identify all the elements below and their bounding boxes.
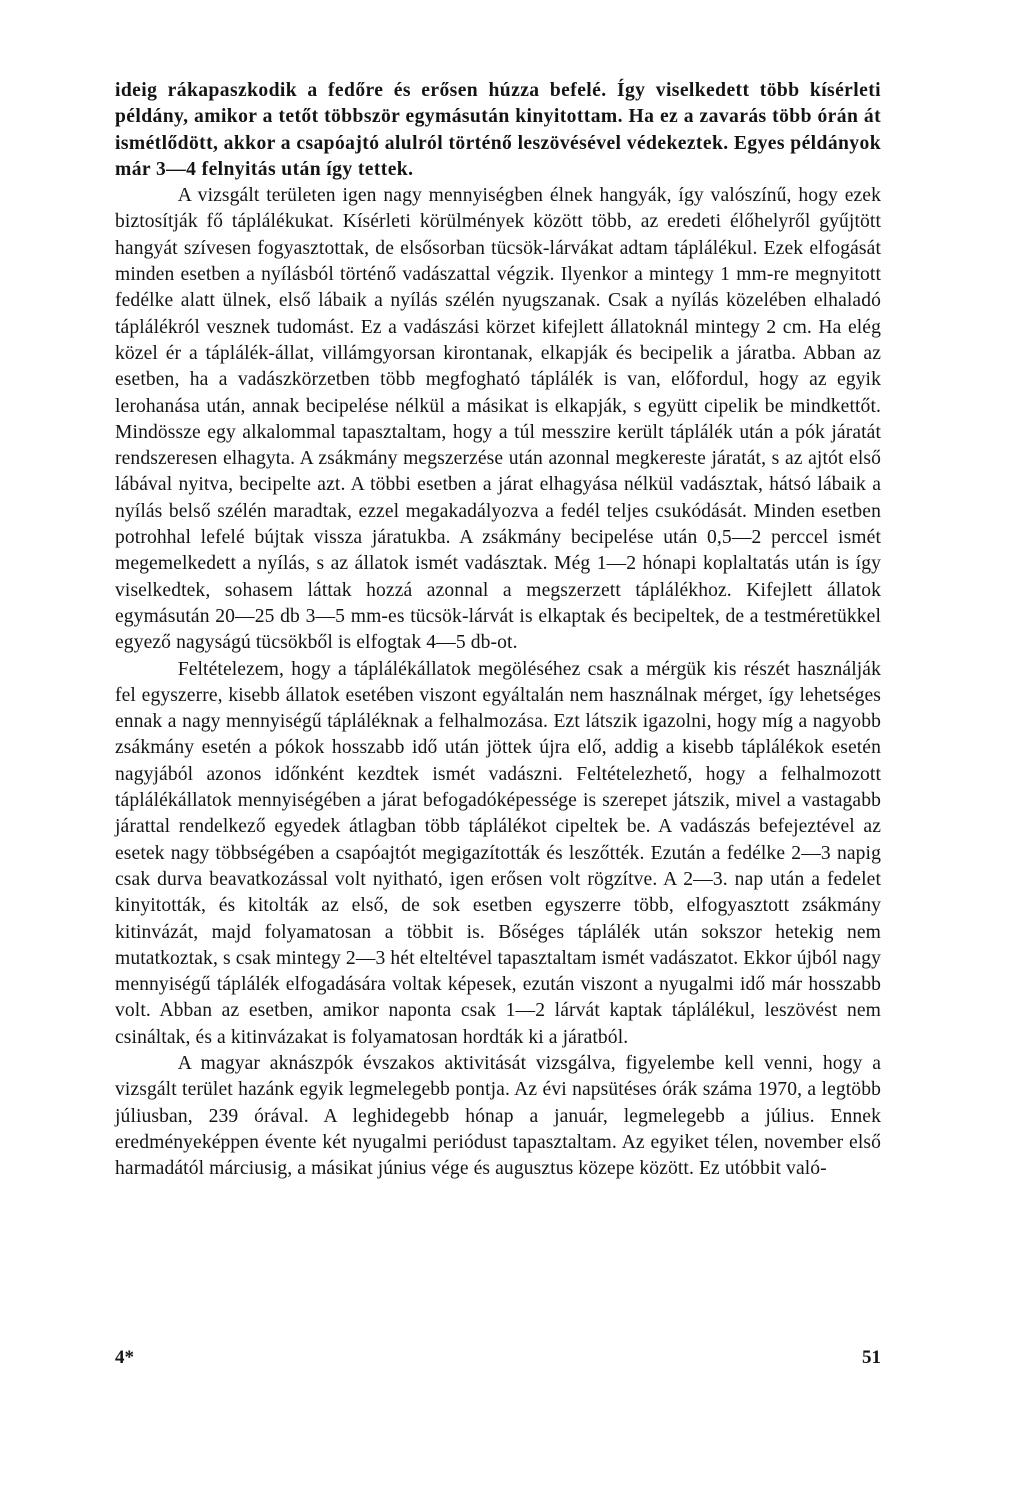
paragraph-4: A magyar aknászpók évszakos aktivitását vizsgálva, figyelembe kell venni, hogy a vizsgált terület hazánk egyik legmelegebb pontja. Az évi napsütéses órák száma 1970, a legtöbb júliusban, 239 órával. A leghidegebb hónap a január, legmelegebb a július. Ennek eredményeképpen évente két nyugalmi periódust tapasztaltam. Az egyiket télen, november első harmadától márciusig, a másikat június vége és augusztus közepe között. Ez utóbbit való- — [115, 1052, 881, 1180]
paragraph-2: A vizsgált területen igen nagy mennyiségben élnek hangyák, így valószínű, hogy ezek biztosítják fő táplálékukat. Kísérleti körülmények között több, az eredeti élőhelyről gyűjtött hangyát szívesen fogyasztottak, de elsősorban tücsök-lárvákat adtam táplálékul. Ezek elfogását minden esetben a nyílásból történő vadászattal végzik. Ilyenkor a mintegy 1 mm-re megnyitott fedélke alatt ülnek, első lábaik a nyílás szélén nyugszanak. Csak a nyílás közelében elhaladó táplálékról vesznek tudomást. Ez a vadászási körzet kifejlett állatoknál mintegy 2 cm. Ha elég közel ér a táplálék-állat, villámgyorsan kirontanak, elkapják és becipelik a járatba. Abban az esetben, ha a vadászkörzetben több megfogható táplálék is van, előfordul, hogy az egyik lerohanása után, annak becipelése nélkül a másikat is elkapják, s együtt cipelik be mindkettőt. Mindössze egy alkalommal tapasztaltam, hogy a túl messzire került táplálék után a pók járatát rendszeresen elhagyta. A zsákmány megszerzése után azonnal megkereste járatát, s az ajtót első lábával nyitva, becipelte azt. A többi esetben a járat elhagyása nélkül vadásztak, hátsó lábaik a nyílás belső szélén maradtak, ezzel megakadályozva a fedél teljes csukódását. Minden esetben potrohhal lefelé bújtak vissza járatukba. A zsákmány becipelése után 0,5—2 perccel ismét megemelkedett a nyílás, s az állatok ismét vadásztak. Még 1—2 hónapi koplaltatás után is így viselkedtek, sohasem láttak hozzá azonnal a megszerzett táplálékhoz. Kifejlett állatok egymásután 20—25 db 3—5 mm-es tücsök-lárvát is elkaptak és becipeltek, de a testméretükkel egyező nagyságú tücsökből is elfogtak 4—5 db-ot. — [115, 185, 881, 654]
signature-mark: 4* — [115, 1347, 134, 1368]
page-number: 51 — [862, 1347, 881, 1368]
paragraph-3: Feltételezem, hogy a táplálékállatok megöléséhez csak a mérgük kis részét használják fel egyszerre, kisebb állatok esetében viszont egyáltalán nem használnak mérget, így lehetséges ennak a nagy mennyiségű tápláléknak a felhalmozása. Ezt látszik igazolni, hogy míg a nagyobb zsákmány esetén a pókok hosszabb idő után jöttek újra elő, addig a kisebb táplálékok esetén nagyjából azonos időnként kezdtek ismét vadászni. Feltételezhető, hogy a felhalmozott táplálékállatok mennyiségében a járat befogadóképessége is szerepet játszik, mivel a vastagabb járattal rendelkező egyedek átlagban több táplálékot cipeltek be. A vadászás befejeztével az esetek nagy többségében a csapóajtót megigazították és leszőtték. Ezután a fedélke 2—3 napig csak durva beavatkozással volt nyitható, igen erősen volt rögzítve. A 2—3. nap után a fedelet kinyitották, és kitolták az első, de sok esetben egyszerre több, elfogyasztott zsákmány kitinvázát, majd folyamatosan a többit is. Bőséges táplálék után sokszor hetekig nem mutatkoztak, s csak mintegy 2—3 hét elteltével tapasztaltam ismét vadászatot. Ekkor újból nagy mennyiségű táplálék elfogadására voltak képesek, ezután viszont a nyugalmi idő már hosszabb volt. Abban az esetben, amikor naponta csak 1—2 lárvát kaptak táplálékul, leszövést nem csináltak, és a kitinvázakat is folyamatosan hordták ki a járatból. — [115, 658, 881, 1048]
page-body — [115, 78, 881, 1182]
paragraph-1: ideig rákapaszkodik a fedőre és erősen húzza befelé. Így viselkedett több kísérleti példány, amikor a tetőt többször egymásután kinyitottam. Ha ez a zavarás több órán át ismétlődött, akkor a csapóajtó alulról történő leszövésével védekeztek. Egyes példányok már 3—4 felnyitás után így tettek. — [115, 80, 881, 180]
